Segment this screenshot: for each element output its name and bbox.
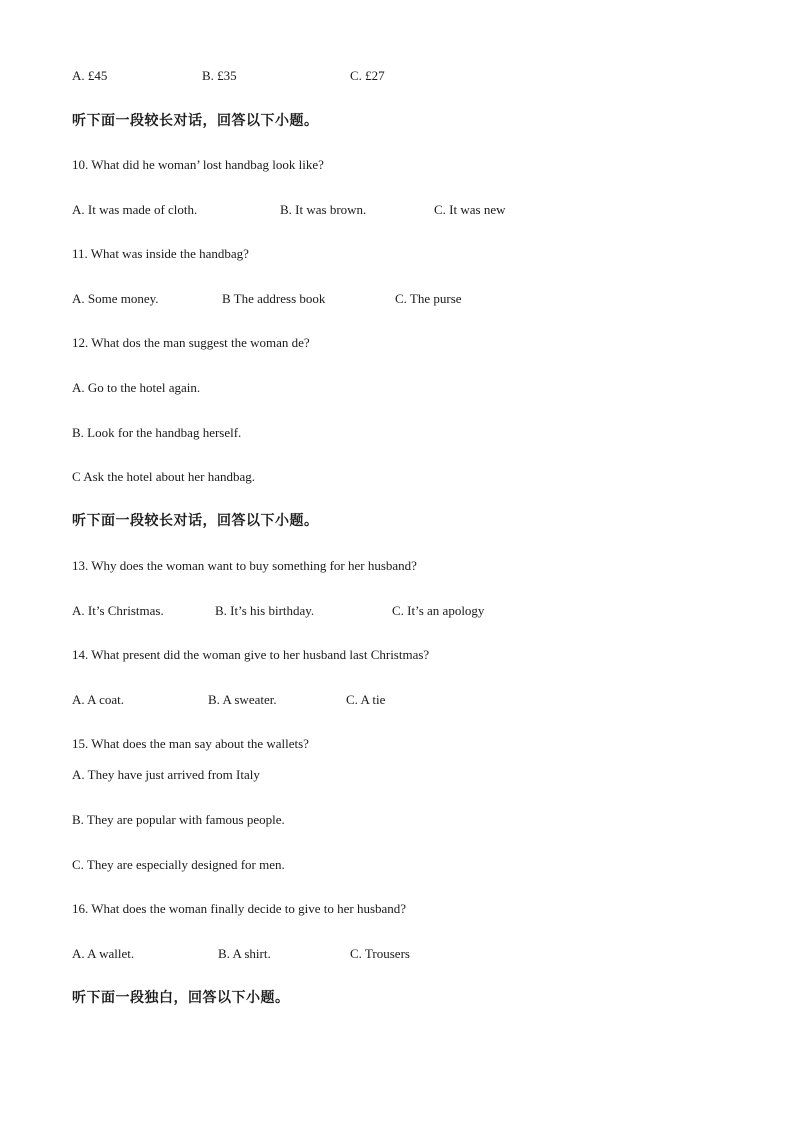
q10-option-b: B. It was brown. [280,202,367,217]
q10-option-a: A. It was made of cloth. [72,202,198,217]
q9-option-b: B. £35 [202,68,237,83]
question-15: 15. What does the man say about the wallets? [72,736,309,751]
q12-option-c: C Ask the hotel about her handbag. [72,469,256,484]
q13-option-b: B. It’s his birthday. [215,603,315,618]
q16-option-c: C. Trousers [350,946,410,961]
question-10: 10. What did he woman’ lost handbag look like? [72,157,324,172]
q16-option-b: B. A shirt. [218,946,271,961]
section-heading-2: 听下面一段较长对话，回答以下小题。 [72,513,319,529]
q12-option-b: B. Look for the handbag herself. [72,425,242,440]
q14-option-c: C. A tie [346,692,386,707]
q13-option-a: A. It’s Christmas. [72,603,164,618]
q9-option-c: C. £27 [350,68,385,83]
q16-option-a: A. A wallet. [72,946,135,961]
q11-option-a: A. Some money. [72,291,159,306]
q13-option-c: C. It’s an apology [392,603,485,618]
q10-option-c: C. It was new [434,202,506,217]
q11-option-b: B The address book [222,291,326,306]
q14-option-a: A. A coat. [72,692,124,707]
q15-option-c: C. They are especially designed for men. [72,857,285,872]
q9-option-a: A. £45 [72,68,108,83]
q14-option-b: B. A sweater. [208,692,277,707]
question-13: 13. Why does the woman want to buy something for her husband? [72,558,417,573]
question-12: 12. What dos the man suggest the woman de? [72,335,310,350]
question-11: 11. What was inside the handbag? [72,246,249,261]
section-heading-3: 听下面一段独白，回答以下小题。 [72,990,290,1006]
q12-option-a: A. Go to the hotel again. [72,380,201,395]
q15-option-a: A. They have just arrived from Italy [72,767,260,782]
question-16: 16. What does the woman finally decide to give to her husband? [72,901,407,916]
section-heading-1: 听下面一段较长对话，回答以下小题。 [72,113,319,129]
q15-option-b: B. They are popular with famous people. [72,812,285,827]
q11-option-c: C. The purse [395,291,462,306]
question-14: 14. What present did the woman give to her husband last Christmas? [72,647,430,662]
